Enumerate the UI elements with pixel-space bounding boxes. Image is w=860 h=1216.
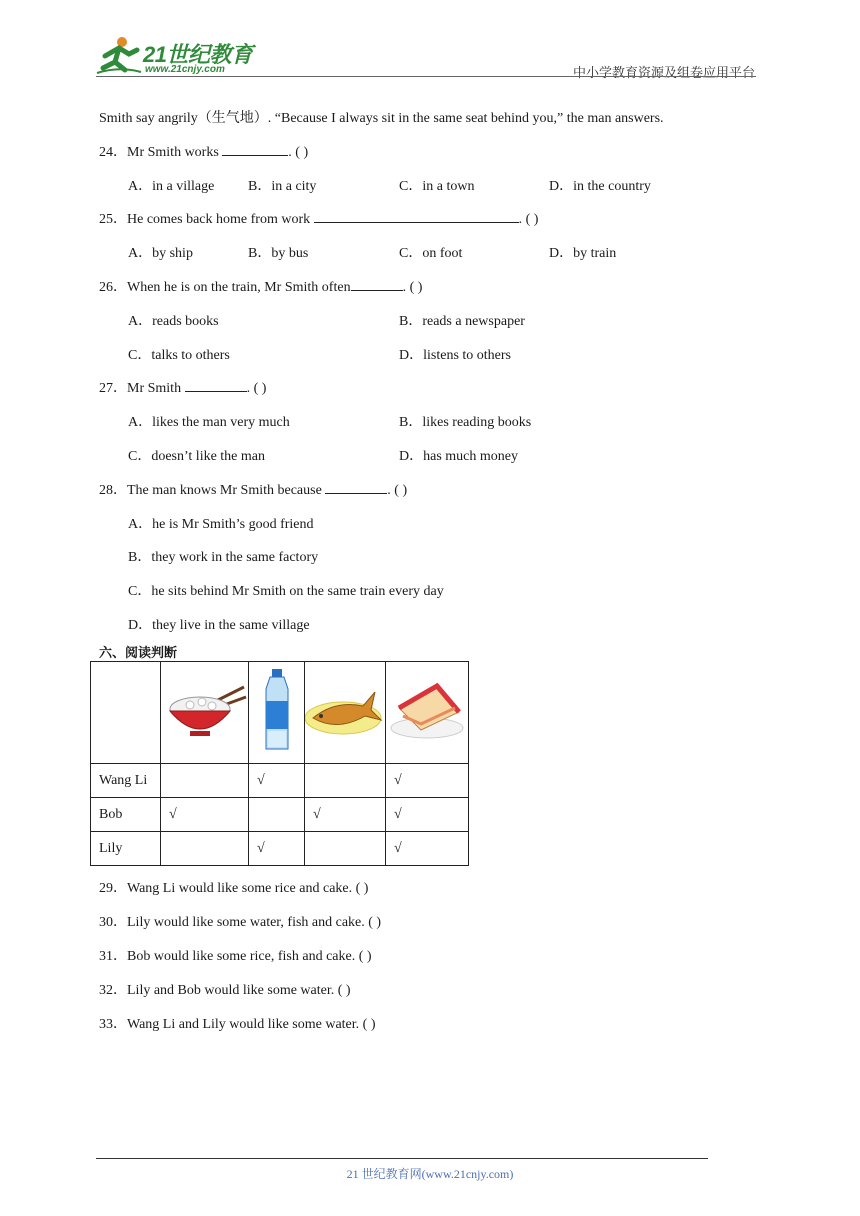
answer-bracket: . ( ) <box>387 483 408 498</box>
answer-blank <box>185 378 247 392</box>
header-platform-text: 中小学教育资源及组卷应用平台 <box>572 65 755 80</box>
rice-mark: √ <box>161 798 249 832</box>
question-text: Mr Smith <box>127 381 185 396</box>
question-text: Lily and Bob would like some water. ( ) <box>127 983 351 998</box>
table-corner-cell <box>91 662 161 764</box>
option-a: A．reads books <box>128 314 219 329</box>
answer-bracket: . ( ) <box>402 280 423 295</box>
question-text: Lily would like some water, fish and cake. ( ) <box>127 915 382 930</box>
rice-mark <box>161 764 249 798</box>
table-header-cell <box>386 662 469 764</box>
row-name: Lily <box>91 832 161 866</box>
table-header-cell <box>161 662 249 764</box>
footer-link[interactable]: 21 世纪教育网(www.21cnjy.com) <box>346 1167 514 1181</box>
site-logo <box>95 36 270 76</box>
option-b: B．by bus <box>248 246 309 261</box>
fish-mark <box>305 764 386 798</box>
water-mark: √ <box>249 764 305 798</box>
question-number: 27． <box>99 381 127 396</box>
fish-plate-icon <box>305 682 385 738</box>
footer-divider <box>96 1158 708 1159</box>
cake-mark: √ <box>386 764 469 798</box>
rice-mark <box>161 832 249 866</box>
judgement-29 <box>99 877 368 897</box>
cake-mark: √ <box>386 832 469 866</box>
table-header-cell <box>305 662 386 764</box>
judgement-33 <box>99 1013 375 1033</box>
cake-slice-icon <box>389 678 465 742</box>
question-text: Bob would like some rice, fish and cake. ( ) <box>127 949 372 964</box>
option-d: D．by train <box>549 246 617 261</box>
answer-blank <box>351 277 403 291</box>
option-a: A．likes the man very much <box>128 415 290 430</box>
option-a: A．in a village <box>128 179 215 194</box>
water-mark: √ <box>249 832 305 866</box>
question-number: 31． <box>99 949 127 964</box>
question-text: Wang Li would like some rice and cake. ( ) <box>127 881 369 896</box>
option-d: D．in the country <box>549 179 651 194</box>
row-name: Wang Li <box>91 764 161 798</box>
row-name: Bob <box>91 798 161 832</box>
table-header-row <box>91 662 469 764</box>
question-24 <box>99 141 308 161</box>
option-b: B．likes reading books <box>399 415 532 430</box>
option-d: D．listens to others <box>399 348 511 363</box>
fish-mark: √ <box>305 798 386 832</box>
option-c: C．doesn’t like the man <box>128 449 265 464</box>
question-number: 29． <box>99 881 127 896</box>
logo-url: www.21cnjy.com <box>145 64 225 75</box>
option-c: C．talks to others <box>128 348 230 363</box>
question-text: He comes back home from work <box>127 212 314 227</box>
answer-blank <box>222 142 288 156</box>
question-25 <box>99 208 538 228</box>
intro-line: Smith say angrily（生气地）. “Because I always sit in the same seat behind you,” the man answers. <box>99 111 664 126</box>
option-b: B．they work in the same factory <box>128 550 319 565</box>
question-number: 25． <box>99 212 127 227</box>
question-number: 26． <box>99 280 127 295</box>
question-26 <box>99 276 422 296</box>
question-number: 33． <box>99 1017 127 1032</box>
question-text: When he is on the train, Mr Smith often <box>127 280 351 295</box>
water-bottle-icon <box>260 667 294 753</box>
option-a: A．by ship <box>128 246 193 261</box>
option-c: C．on foot <box>399 246 463 261</box>
table-row <box>91 764 469 798</box>
question-28 <box>99 479 407 499</box>
section-title: 六、阅读判断 <box>99 646 178 661</box>
question-text: Mr Smith works <box>127 145 223 160</box>
question-number: 30． <box>99 915 127 930</box>
answer-bracket: . ( ) <box>246 381 267 396</box>
question-number: 28． <box>99 483 127 498</box>
table-header-cell <box>249 662 305 764</box>
answer-blank <box>325 480 387 494</box>
question-number: 32． <box>99 983 127 998</box>
cake-mark: √ <box>386 798 469 832</box>
option-c: C．he sits behind Mr Smith on the same train every day <box>128 584 444 599</box>
answer-bracket: . ( ) <box>288 145 309 160</box>
question-number: 24． <box>99 145 127 160</box>
answer-bracket: . ( ) <box>518 212 539 227</box>
question-text: Wang Li and Lily would like some water. ( ) <box>127 1017 376 1032</box>
food-preference-table <box>90 661 469 866</box>
judgement-30 <box>99 911 381 931</box>
water-mark <box>249 798 305 832</box>
option-a: A．he is Mr Smith’s good friend <box>128 517 314 532</box>
option-c: C．in a town <box>399 179 475 194</box>
option-d: D．they live in the same village <box>128 618 310 633</box>
table-row <box>91 832 469 866</box>
header-divider <box>96 76 756 77</box>
table-row <box>91 798 469 832</box>
question-text: The man knows Mr Smith because <box>127 483 326 498</box>
fish-mark <box>305 832 386 866</box>
answer-blank <box>314 209 519 223</box>
option-d: D．has much money <box>399 449 518 464</box>
judgement-31 <box>99 945 372 965</box>
question-27 <box>99 377 266 397</box>
judgement-32 <box>99 979 351 999</box>
option-b: B．in a city <box>248 179 317 194</box>
rice-bowl-icon <box>162 675 248 745</box>
runner-logo-icon <box>95 36 143 76</box>
logo-text: 21世纪教育 <box>143 42 253 67</box>
option-b: B．reads a newspaper <box>399 314 525 329</box>
